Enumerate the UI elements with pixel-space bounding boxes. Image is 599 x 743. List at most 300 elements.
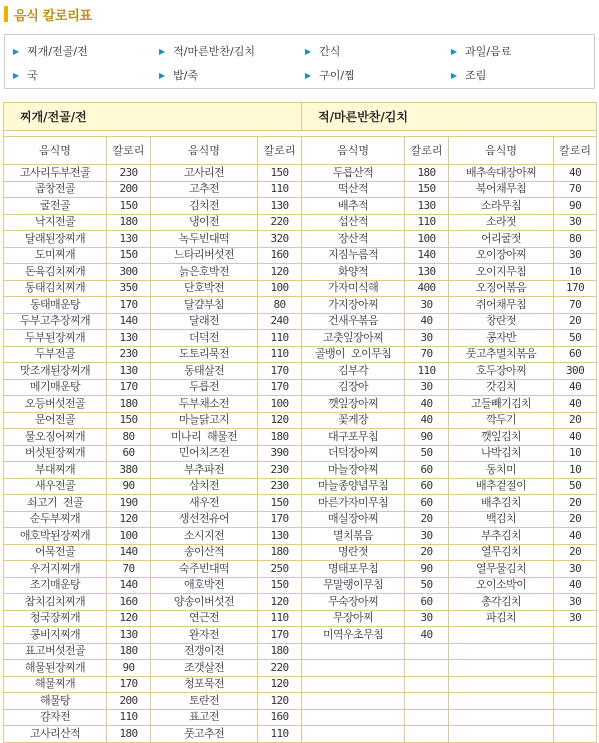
calorie-cell: 40 (554, 528, 597, 545)
header-calorie: 칼로리 (258, 137, 302, 165)
calorie-cell: 20 (554, 544, 597, 561)
calorie-cell: 30 (405, 610, 449, 627)
food-name-cell: 곱창전골 (4, 181, 107, 198)
calorie-cell: 110 (258, 610, 302, 627)
calorie-cell: 50 (554, 478, 597, 495)
food-name-cell (449, 709, 554, 726)
table-row (4, 561, 597, 578)
calorie-cell: 380 (107, 462, 151, 479)
food-name-cell (449, 676, 554, 693)
arrow-right-icon: ▶ (159, 46, 166, 56)
calorie-cell: 100 (405, 231, 449, 248)
calorie-cell (554, 709, 597, 726)
food-name-cell: 창란젓 (449, 313, 554, 330)
food-name-cell (302, 726, 405, 743)
calorie-cell: 30 (554, 610, 597, 627)
calorie-cell: 40 (554, 379, 597, 396)
calorie-cell: 230 (107, 165, 151, 182)
food-name-cell: 배추김치 (449, 495, 554, 512)
food-name-cell: 두부채소전 (151, 396, 258, 413)
calorie-cell: 150 (258, 165, 302, 182)
food-name-cell: 김치전 (151, 198, 258, 215)
arrow-right-icon: ▶ (13, 70, 20, 80)
calorie-cell: 60 (107, 445, 151, 462)
food-name-cell: 부추김치 (449, 528, 554, 545)
calorie-cell: 150 (107, 247, 151, 264)
food-name-cell: 느타리버섯전 (151, 247, 258, 264)
calorie-cell: 90 (554, 198, 597, 215)
food-name-cell: 달래된장찌개 (4, 231, 107, 248)
table-row (4, 594, 597, 611)
calorie-cell: 170 (258, 379, 302, 396)
calorie-cell: 40 (405, 412, 449, 429)
calorie-cell: 20 (405, 511, 449, 528)
food-name-cell: 고사리두부전골 (4, 165, 107, 182)
table-row (4, 709, 597, 726)
food-name-cell: 해물된장찌개 (4, 660, 107, 677)
calorie-cell: 130 (107, 363, 151, 380)
food-name-cell: 총각김치 (449, 594, 554, 611)
calorie-cell: 90 (405, 429, 449, 446)
food-name-cell: 소라젓 (449, 214, 554, 231)
food-name-cell: 마늘종양념무침 (302, 478, 405, 495)
calorie-cell: 20 (554, 313, 597, 330)
calorie-cell: 230 (258, 478, 302, 495)
food-name-cell: 장산적 (302, 231, 405, 248)
nav-item-label: 조림 (465, 69, 487, 82)
food-name-cell: 두릅산적 (302, 165, 405, 182)
calorie-cell: 390 (258, 445, 302, 462)
calorie-cell: 40 (554, 429, 597, 446)
calorie-cell: 130 (405, 198, 449, 215)
calorie-table (3, 102, 597, 743)
food-name-cell: 물오징어찌개 (4, 429, 107, 446)
food-name-cell: 도미찌개 (4, 247, 107, 264)
calorie-cell: 170 (107, 676, 151, 693)
table-row (4, 495, 597, 512)
calorie-cell: 20 (554, 412, 597, 429)
food-name-cell: 오등버섯전골 (4, 396, 107, 413)
food-name-cell: 지짐누름적 (302, 247, 405, 264)
table-row (4, 181, 597, 198)
calorie-cell: 140 (107, 313, 151, 330)
calorie-cell: 160 (258, 709, 302, 726)
calorie-cell (554, 693, 597, 710)
calorie-cell: 190 (107, 495, 151, 512)
calorie-cell: 350 (107, 280, 151, 297)
food-name-cell: 청국장찌개 (4, 610, 107, 627)
table-row (4, 676, 597, 693)
arrow-right-icon: ▶ (13, 46, 20, 56)
table-row (4, 330, 597, 347)
nav-item-label: 찌개/전골/전 (27, 45, 88, 58)
food-name-cell: 북어채무침 (449, 181, 554, 198)
calorie-cell: 30 (554, 594, 597, 611)
nav-item-label: 밥/죽 (173, 69, 199, 82)
food-name-cell: 부추파전 (151, 462, 258, 479)
calorie-cell: 130 (258, 528, 302, 545)
calorie-cell: 180 (107, 726, 151, 743)
calorie-cell: 120 (258, 412, 302, 429)
food-name-cell: 가지장아찌 (302, 297, 405, 314)
header-food-name: 음식명 (449, 137, 554, 165)
calorie-cell: 140 (107, 577, 151, 594)
food-name-cell: 소라무침 (449, 198, 554, 215)
calorie-cell: 50 (405, 445, 449, 462)
calorie-cell (405, 693, 449, 710)
calorie-cell: 130 (107, 330, 151, 347)
food-name-cell: 배추속대장아찌 (449, 165, 554, 182)
food-name-cell: 버섯된장찌개 (4, 445, 107, 462)
food-name-cell: 나박김치 (449, 445, 554, 462)
page-title-bar (4, 4, 92, 24)
calorie-cell: 80 (554, 231, 597, 248)
title-marker (4, 6, 8, 22)
food-name-cell: 쥐어채무침 (449, 297, 554, 314)
food-name-cell: 어묵전골 (4, 544, 107, 561)
food-name-cell: 오이소박이 (449, 577, 554, 594)
food-name-cell: 콩비지찌개 (4, 627, 107, 644)
food-name-cell: 섭산적 (302, 214, 405, 231)
food-name-cell: 마늘장아찌 (302, 462, 405, 479)
calorie-cell: 200 (107, 693, 151, 710)
calorie-cell: 110 (405, 363, 449, 380)
calorie-cell: 170 (107, 297, 151, 314)
food-name-cell: 고춧잎장아찌 (302, 330, 405, 347)
food-name-cell: 순두부찌개 (4, 511, 107, 528)
table-row (4, 478, 597, 495)
food-name-cell: 문어전골 (4, 412, 107, 429)
calorie-cell: 130 (107, 231, 151, 248)
food-name-cell: 오징어볶음 (449, 280, 554, 297)
food-name-cell: 오이지무침 (449, 264, 554, 281)
calorie-cell: 30 (554, 561, 597, 578)
calorie-cell: 150 (405, 181, 449, 198)
calorie-cell: 130 (405, 264, 449, 281)
arrow-right-icon: ▶ (305, 46, 312, 56)
calorie-cell (405, 709, 449, 726)
table-row (4, 264, 597, 281)
calorie-cell: 30 (405, 330, 449, 347)
food-name-cell (449, 643, 554, 660)
calorie-cell: 10 (554, 462, 597, 479)
food-name-cell: 동치미 (449, 462, 554, 479)
food-name-cell: 대구포무침 (302, 429, 405, 446)
calorie-cell: 80 (107, 429, 151, 446)
calorie-cell: 20 (405, 544, 449, 561)
calorie-cell: 30 (554, 214, 597, 231)
food-name-cell (302, 643, 405, 660)
nav-item-7[interactable] (451, 63, 597, 87)
table-row (4, 660, 597, 677)
calorie-cell: 40 (405, 627, 449, 644)
food-name-cell: 콩자반 (449, 330, 554, 347)
food-name-cell: 소시지전 (151, 528, 258, 545)
calorie-cell: 130 (258, 198, 302, 215)
calorie-cell: 220 (258, 214, 302, 231)
calorie-cell: 20 (554, 495, 597, 512)
calorie-cell: 10 (554, 264, 597, 281)
category-nav (4, 34, 595, 89)
food-name-cell: 새우전 (151, 495, 258, 512)
calorie-cell: 180 (258, 643, 302, 660)
calorie-cell: 120 (258, 594, 302, 611)
food-name-cell: 마른가자미무침 (302, 495, 405, 512)
food-name-cell: 동태살전 (151, 363, 258, 380)
calorie-cell: 120 (258, 676, 302, 693)
calorie-cell: 110 (258, 346, 302, 363)
calorie-cell: 200 (107, 181, 151, 198)
calorie-cell: 150 (107, 412, 151, 429)
food-name-cell: 맛조개된장찌개 (4, 363, 107, 380)
arrow-right-icon: ▶ (451, 46, 458, 56)
food-name-cell: 생선전유어 (151, 511, 258, 528)
calorie-cell (554, 627, 597, 644)
calorie-cell: 240 (258, 313, 302, 330)
table-row (4, 214, 597, 231)
food-name-cell: 전갱이전 (151, 643, 258, 660)
nav-item-label: 적/마른반찬/김치 (173, 45, 255, 58)
nav-item-5[interactable] (159, 63, 305, 87)
nav-item-label: 구이/찜 (319, 69, 355, 82)
calorie-cell: 110 (258, 330, 302, 347)
food-name-cell: 애호박전 (151, 577, 258, 594)
nav-item-1[interactable] (159, 39, 305, 63)
calorie-cell: 230 (107, 346, 151, 363)
section-title-left: 찌개/전골/전 (4, 103, 302, 131)
calorie-cell: 180 (107, 643, 151, 660)
food-name-cell: 더덕장아찌 (302, 445, 405, 462)
food-name-cell: 어리굴젓 (449, 231, 554, 248)
calorie-cell: 170 (258, 511, 302, 528)
table-row (4, 627, 597, 644)
calorie-cell: 100 (258, 280, 302, 297)
calorie-cell: 300 (554, 363, 597, 380)
food-name-cell: 민어치즈전 (151, 445, 258, 462)
calorie-cell: 230 (258, 462, 302, 479)
food-name-cell: 미나리 해물전 (151, 429, 258, 446)
calorie-cell: 70 (554, 297, 597, 314)
food-name-cell: 애호박된장찌개 (4, 528, 107, 545)
food-name-cell: 열무물김치 (449, 561, 554, 578)
section-title-right: 적/마른반찬/김치 (302, 103, 597, 131)
calorie-cell: 70 (554, 181, 597, 198)
food-name-cell: 열무김치 (449, 544, 554, 561)
calorie-cell: 30 (405, 528, 449, 545)
calorie-cell: 110 (107, 709, 151, 726)
page-title: 음식 칼로리표 (14, 8, 92, 24)
food-name-cell: 삼치전 (151, 478, 258, 495)
food-name-cell (302, 709, 405, 726)
food-name-cell: 청포묵전 (151, 676, 258, 693)
food-name-cell: 깍두기 (449, 412, 554, 429)
table-row (4, 577, 597, 594)
calorie-cell: 170 (258, 627, 302, 644)
table-row (4, 528, 597, 545)
calorie-cell: 100 (107, 528, 151, 545)
food-name-cell: 갓김치 (449, 379, 554, 396)
food-name-cell: 감자전 (4, 709, 107, 726)
food-name-cell: 우거지찌개 (4, 561, 107, 578)
calorie-cell: 50 (554, 330, 597, 347)
calorie-cell: 120 (258, 693, 302, 710)
food-name-cell (449, 693, 554, 710)
food-name-cell: 건새우볶음 (302, 313, 405, 330)
calorie-cell: 70 (107, 561, 151, 578)
food-name-cell: 파김치 (449, 610, 554, 627)
table-row (4, 643, 597, 660)
food-name-cell: 더덕전 (151, 330, 258, 347)
header-food-name: 음식명 (302, 137, 405, 165)
food-name-cell: 동태매운탕 (4, 297, 107, 314)
food-name-cell: 조갯살전 (151, 660, 258, 677)
calorie-cell: 150 (258, 577, 302, 594)
calorie-cell (405, 660, 449, 677)
calorie-cell (554, 676, 597, 693)
nav-item-0[interactable] (13, 39, 159, 63)
food-name-cell: 동태김치찌개 (4, 280, 107, 297)
food-name-cell: 송이산적 (151, 544, 258, 561)
food-name-cell: 두릅전 (151, 379, 258, 396)
calorie-cell: 120 (107, 511, 151, 528)
food-name-cell (302, 676, 405, 693)
calorie-cell (405, 726, 449, 743)
calorie-cell: 40 (405, 313, 449, 330)
calorie-cell: 100 (258, 396, 302, 413)
calorie-cell: 170 (107, 379, 151, 396)
calorie-cell: 140 (107, 544, 151, 561)
food-name-cell: 냉이전 (151, 214, 258, 231)
food-name-cell: 고들빼기김치 (449, 396, 554, 413)
arrow-right-icon: ▶ (451, 70, 458, 80)
food-name-cell: 돈육김치찌개 (4, 264, 107, 281)
calorie-cell: 40 (554, 396, 597, 413)
food-name-cell: 고추전 (151, 181, 258, 198)
nav-item-2[interactable] (305, 39, 451, 63)
calorie-cell (405, 643, 449, 660)
calorie-cell: 180 (258, 429, 302, 446)
food-name-cell: 표고전 (151, 709, 258, 726)
calorie-cell: 60 (405, 594, 449, 611)
calorie-cell (554, 643, 597, 660)
header-calorie: 칼로리 (554, 137, 597, 165)
food-name-cell: 무말랭이무침 (302, 577, 405, 594)
food-name-cell: 멸치볶음 (302, 528, 405, 545)
food-name-cell: 오이장아찌 (449, 247, 554, 264)
food-name-cell: 명태포무침 (302, 561, 405, 578)
food-name-cell: 굴전골 (4, 198, 107, 215)
arrow-right-icon: ▶ (305, 70, 312, 80)
table-row (4, 379, 597, 396)
calorie-cell: 60 (405, 495, 449, 512)
table-row (4, 363, 597, 380)
food-name-cell: 낙지전골 (4, 214, 107, 231)
food-name-cell: 두부고추장찌개 (4, 313, 107, 330)
table-row (4, 396, 597, 413)
food-name-cell: 달래전 (151, 313, 258, 330)
food-name-cell: 고사리산적 (4, 726, 107, 743)
food-name-cell: 달걀부침 (151, 297, 258, 314)
food-name-cell: 김부각 (302, 363, 405, 380)
food-name-cell (449, 627, 554, 644)
food-name-cell: 쇠고기 전골 (4, 495, 107, 512)
calorie-cell: 130 (107, 627, 151, 644)
calorie-cell: 400 (405, 280, 449, 297)
calorie-cell: 70 (405, 346, 449, 363)
calorie-cell (554, 726, 597, 743)
calorie-cell: 10 (554, 445, 597, 462)
calorie-cell: 120 (258, 264, 302, 281)
table-row (4, 462, 597, 479)
nav-item-6[interactable] (305, 63, 451, 87)
food-name-cell: 해물탕 (4, 693, 107, 710)
calorie-cell (554, 660, 597, 677)
calorie-cell: 220 (258, 660, 302, 677)
food-name-cell: 무숙장아찌 (302, 594, 405, 611)
food-name-cell: 풋고추전 (151, 726, 258, 743)
header-calorie: 칼로리 (107, 137, 151, 165)
calorie-cell: 170 (554, 280, 597, 297)
calorie-cell: 90 (405, 561, 449, 578)
calorie-cell: 320 (258, 231, 302, 248)
food-name-cell: 미역우초무침 (302, 627, 405, 644)
calorie-cell: 40 (554, 577, 597, 594)
food-name-cell: 도토리묵전 (151, 346, 258, 363)
calorie-cell: 110 (258, 181, 302, 198)
food-name-cell: 풋고추멸치볶음 (449, 346, 554, 363)
food-name-cell (449, 726, 554, 743)
food-name-cell: 무장아찌 (302, 610, 405, 627)
table-row (4, 297, 597, 314)
food-name-cell (302, 660, 405, 677)
table-row (4, 544, 597, 561)
calorie-cell: 110 (258, 726, 302, 743)
food-name-cell: 김장아 (302, 379, 405, 396)
calorie-cell: 90 (107, 478, 151, 495)
table-row (4, 313, 597, 330)
nav-item-label: 국 (27, 69, 38, 82)
food-name-cell: 깻잎장아찌 (302, 396, 405, 413)
food-name-cell: 가자미식해 (302, 280, 405, 297)
food-name-cell: 백김치 (449, 511, 554, 528)
table-row (4, 231, 597, 248)
food-name-cell: 양송이버섯전 (151, 594, 258, 611)
calorie-cell: 50 (405, 577, 449, 594)
header-food-name: 음식명 (151, 137, 258, 165)
table-row (4, 280, 597, 297)
nav-item-3[interactable] (451, 39, 597, 63)
food-name-cell: 꽃게장 (302, 412, 405, 429)
table-row (4, 346, 597, 363)
nav-item-4[interactable] (13, 63, 159, 87)
calorie-cell: 300 (107, 264, 151, 281)
food-name-cell: 명란젓 (302, 544, 405, 561)
calorie-cell: 250 (258, 561, 302, 578)
food-name-cell: 메기매운탕 (4, 379, 107, 396)
nav-item-label: 과일/음료 (465, 45, 512, 58)
calorie-cell (405, 676, 449, 693)
food-name-cell: 토란전 (151, 693, 258, 710)
calorie-cell: 30 (554, 247, 597, 264)
calorie-cell: 40 (554, 165, 597, 182)
food-name-cell: 단호박전 (151, 280, 258, 297)
calorie-cell: 170 (258, 363, 302, 380)
calorie-cell: 150 (258, 495, 302, 512)
food-name-cell: 배추적 (302, 198, 405, 215)
food-name-cell: 참치김치찌개 (4, 594, 107, 611)
header-food-name: 음식명 (4, 137, 107, 165)
food-name-cell: 매실장아찌 (302, 511, 405, 528)
